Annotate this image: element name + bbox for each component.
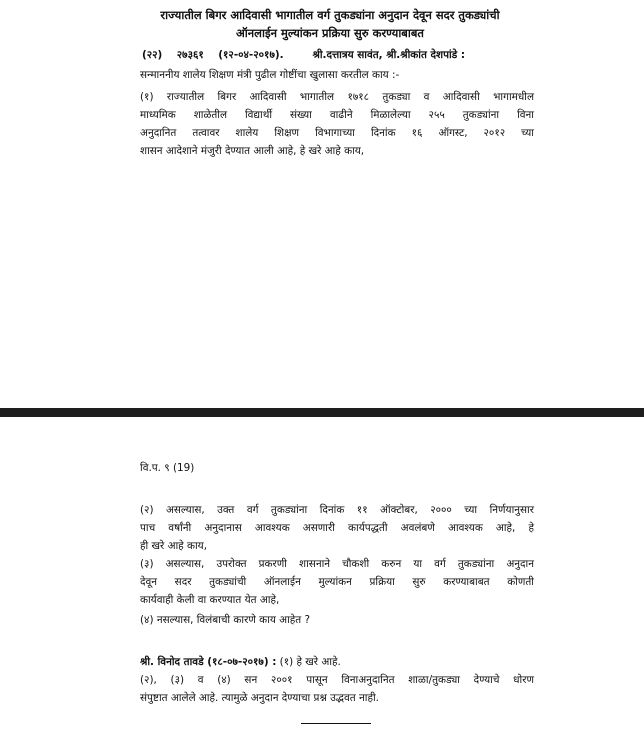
question-reference: (२२) २७३६१ (१२-०४-२०१७). श्री.दत्तात्रय सावंत, श्री.श्रीकांत देशपांडे :	[142, 49, 465, 61]
question-3-line-2: देवून सदर तुकड्यांची ऑनलाईन मुल्यांकन प्रक्रिया सुरु करण्याबाबत कोणती	[140, 576, 534, 588]
answer-line-2: (२), (३) व (४) सन २००१ पासून विनाअनुदानित शाळा/तुकड्या देण्याचे धोरण	[140, 674, 534, 686]
document-page-bottom	[0, 417, 644, 729]
question-2-line-2: पाच वर्षांनी अनुदानास आवश्यक असणारी कार्यपद्धती अवलंबणे आवश्यक आहे, हे	[140, 522, 534, 534]
question-1-line-2: माध्यमिक शाळेतील विद्यार्थी संख्या वाढीने मिळालेल्या २५५ तुकड्यांना विना	[140, 109, 534, 121]
question-3-line-1: (३) असल्यास, उपरोक्त प्रकरणी शासनाने चौकशी करुन या वर्ग तुकड्यांना अनुदान	[140, 558, 534, 570]
question-title-line-2: ऑनलाईन मुल्यांकन प्रक्रिया सुरु करण्याबाबत	[236, 26, 424, 40]
page-separator	[0, 408, 644, 417]
question-2-line-1: (२) असल्यास, उक्त वर्ग तुकड्यांना दिनांक ११ ऑक्टोबर, २००० च्या निर्णयानुसार	[140, 504, 534, 516]
question-3-line-3: कार्यवाही केली वा करण्यात येत आहे,	[140, 594, 280, 606]
question-1-line-4: शासन आदेशाने मंजुरी देण्यात आली आहे, हे खरे आहे काय,	[140, 145, 365, 157]
question-4: (४) नसल्यास, विलंबाची कारणे काय आहेत ?	[140, 614, 311, 626]
answer-line-3: संपुष्टात आलेले आहे. त्यामुळे अनुदान देण्याचा प्रश्न उद्भवत नाही.	[140, 692, 379, 704]
question-1-line-3: अनुदानित तत्वावर शालेय शिक्षण विभागाच्या दिनांक १६ ऑगस्ट, २०१२ च्या	[140, 127, 534, 139]
question-title-line-1: राज्यातील बिगर आदिवासी भागातील वर्ग तुकड्यांना अनुदान देवून सदर तुकड्यांची	[160, 8, 500, 22]
question-1-line-1: (१) राज्यातील बिगर आदिवासी भागातील १७१८ तुकड्या व आदिवासी भागामधील	[140, 91, 534, 103]
answer-minister: श्री. विनोद तावडे (१८-०७-२०१७) :	[140, 656, 277, 668]
answer-part-1: (१) हे खरे आहे.	[276, 656, 341, 668]
question-intro: सन्माननीय शालेय शिक्षण मंत्री पुढील गोष्टींचा खुलासा करतील काय :-	[140, 69, 400, 81]
end-rule	[301, 723, 371, 724]
question-2-line-3: ही खरे आहे काय,	[140, 540, 208, 552]
page-reference: वि.प. ९ (19)	[140, 462, 195, 474]
answer-line-1	[140, 653, 534, 671]
